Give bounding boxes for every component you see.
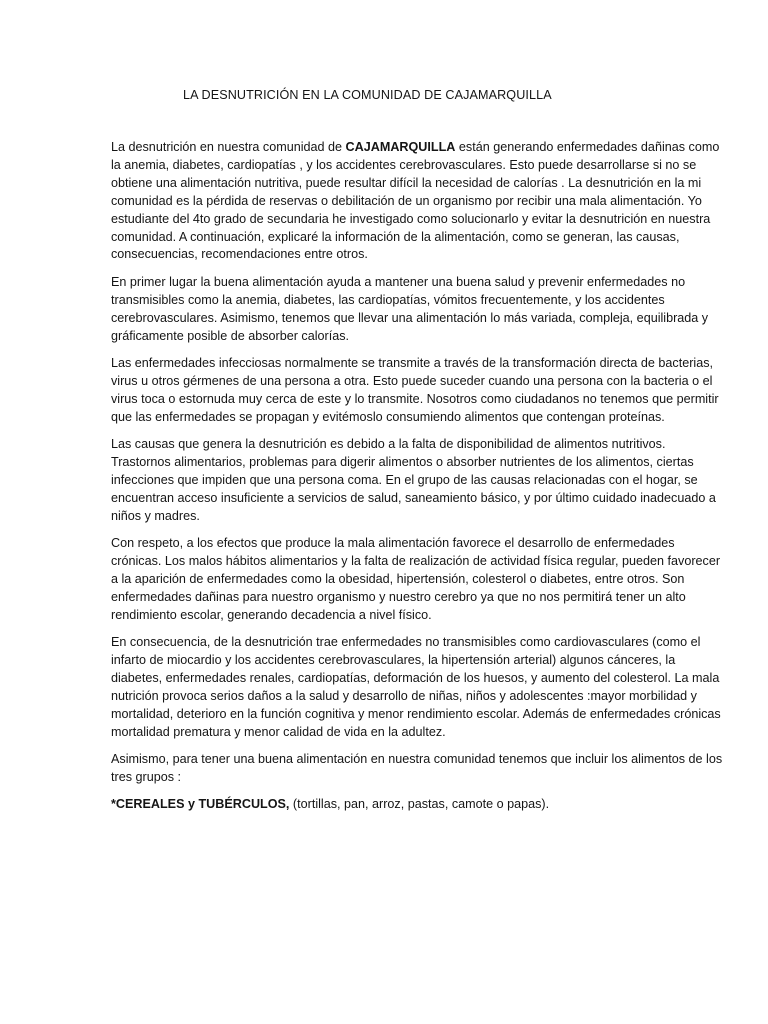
paragraph-intro-rest: están generando enfermedades dañinas como la anemia, diabetes, cardiopatías , y los accidentes cerebrovasculares. Esto puede desarrollarse si no se obtiene una alimentación nutritiva, puede resultar difícil la necesidad de calorías . La desnutrición en la mi comunidad es la pérdida de reservas o debilitación de un organismo por recibir una mala alimentación. Yo estudiante del 4to grado de secundaria he investigado como solucionarlo y evitar la desnutrición en nuestra comunidad. A continuación, explicaré la información de la alimentación, como se generan, las causas, consecuencias, recomendaciones entre otros. — [111, 140, 720, 262]
paragraph-buena-alimentacion: En primer lugar la buena alimentación ayuda a mantener una buena salud y prevenir enfermedades no transmisibles como la anemia, diabetes, las cardiopatías, vómitos frecuentemente, y los accidentes cerebrovasculares. Asimismo, tenemos que llevar una alimentación lo más variada, compleja, equilibrada y gráficamente posible de absorber calorías. — [111, 274, 709, 343]
document-title: LA DESNUTRICIÓN EN LA COMUNIDAD DE CAJAMARQUILLA — [183, 88, 552, 102]
paragraph-cereales — [111, 796, 723, 814]
community-name: CAJAMARQUILLA — [345, 140, 456, 154]
paragraph-intro — [111, 139, 723, 264]
paragraph-grupos-alimentos: Asimismo, para tener una buena alimentación en nuestra comunidad tenemos que incluir los alimentos de los tres grupos : — [111, 752, 723, 784]
paragraph-consecuencias: En consecuencia, de la desnutrición trae enfermedades no transmisibles como cardiovasculares (como el infarto de miocardio y los accidentes cerebrovasculares, la hipertensión arterial) algunos cánceres, la diabetes, enfermedades renales, cardiopatías, deformación de los huesos, y aumento del colesterol. La mala nutrición provoca serios daños a la salud y desarrollo de niñas, niños y adolescentes :mayor morbilidad y mortalidad, deterioro en la función cognitiva y menor rendimiento escolar. Además de enfermedades crónicas mortalidad prematura y menor calidad de vida en la adultez. — [111, 635, 721, 739]
cereales-heading: *CEREALES y TUBÉRCULOS, — [111, 797, 290, 812]
paragraph-intro-start: La desnutrición en nuestra comunidad de — [111, 140, 346, 154]
cereales-examples: (tortillas, pan, arroz, pastas, camote o papas). — [289, 797, 550, 812]
paragraph-enfermedades-infecciosas: Las enfermedades infecciosas normalmente se transmite a través de la transformación directa de bacterias, virus u otros gérmenes de una persona a otra. Esto puede suceder cuando una persona con la bacteria o el virus toca o estornuda muy cerca de este y lo transmite. Nosotros como ciudadanos no tenemos que permitir que las enfermedades se propagan y evitémoslo consumiendo alimentos que contengan proteínas. — [111, 355, 719, 424]
paragraph-causas: Las causas que genera la desnutrición es debido a la falta de disponibilidad de alimentos nutritivos. Trastornos alimentarios, problemas para digerir alimentos o absorber nutrientes de los alimentos, ciertas infecciones que impiden que una persona coma. En el grupo de las causas relacionadas con el hogar, se encuentran acceso insuficiente a servicios de salud, saneamiento básico, y por último cuidado inadecuado a niños y madres. — [111, 437, 716, 523]
document-body — [111, 139, 723, 824]
paragraph-efectos: Con respeto, a los efectos que produce la mala alimentación favorece el desarrollo de enfermedades crónicas. Los malos hábitos alimentarios y la falta de realización de actividad física regular, pueden favorecer a la aparición de enfermedades como la obesidad, hipertensión, colesterol o diabetes, entre otros. Son enfermedades dañinas para nuestro organismo y nuestro cerebro ya que no nos permitirá tener un alto rendimiento escolar, generando decadencia a nivel físico. — [111, 536, 721, 622]
